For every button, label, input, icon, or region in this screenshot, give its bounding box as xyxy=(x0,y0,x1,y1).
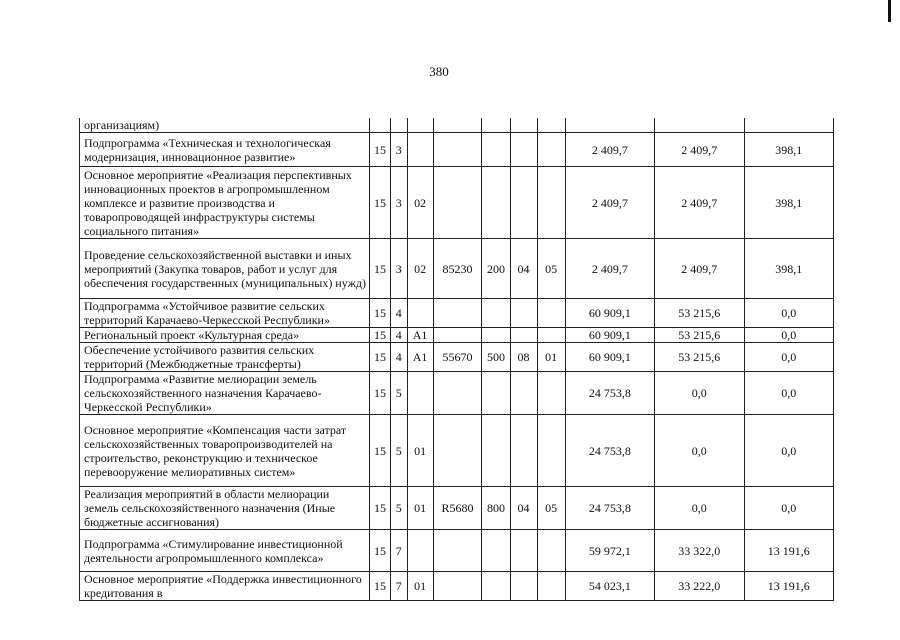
direction-code-cell xyxy=(433,530,482,572)
section-cell xyxy=(510,133,537,167)
section-cell xyxy=(510,572,537,601)
program-code-cell: 15 xyxy=(370,487,391,530)
subsection-cell xyxy=(537,415,565,487)
subsection-cell xyxy=(537,328,565,343)
subprogram-code-cell: 4 xyxy=(390,343,407,372)
amount-year1-cell: 60 909,1 xyxy=(565,328,654,343)
event-code-cell xyxy=(407,299,433,328)
amount-year2-cell: 0,0 xyxy=(655,487,744,530)
event-code-cell: 02 xyxy=(407,239,433,299)
amount-year2-cell: 2 409,7 xyxy=(655,239,744,299)
event-code-cell: 01 xyxy=(407,572,433,601)
amount-year3-cell: 0,0 xyxy=(744,372,833,415)
expense-type-cell xyxy=(482,372,510,415)
program-code-cell: 15 xyxy=(370,530,391,572)
expense-type-cell xyxy=(482,118,510,133)
event-code-cell xyxy=(407,530,433,572)
amount-year2-cell: 53 215,6 xyxy=(655,343,744,372)
subsection-cell xyxy=(537,133,565,167)
subprogram-code-cell: 3 xyxy=(390,167,407,239)
row-name-cell: Подпрограмма «Техническая и технологическая модернизация, инновационное развитие» xyxy=(80,133,370,167)
event-code-cell: A1 xyxy=(407,343,433,372)
page-edge-mark xyxy=(888,0,891,22)
program-code-cell: 15 xyxy=(370,372,391,415)
row-name-cell: Проведение сельскохозяйственной выставки и иных мероприятий (Закупка товаров, работ и услуг для обеспечения государственных (муниципальных) нужд) xyxy=(80,239,370,299)
subprogram-code-cell xyxy=(390,118,407,133)
table-row xyxy=(80,328,834,343)
amount-year2-cell: 2 409,7 xyxy=(655,133,744,167)
amount-year2-cell: 0,0 xyxy=(655,415,744,487)
amount-year1-cell: 60 909,1 xyxy=(565,343,654,372)
expense-type-cell xyxy=(482,299,510,328)
direction-code-cell xyxy=(433,328,482,343)
table-row xyxy=(80,487,834,530)
subsection-cell xyxy=(537,372,565,415)
subsection-cell xyxy=(537,299,565,328)
section-cell: 04 xyxy=(510,239,537,299)
event-code-cell: A1 xyxy=(407,328,433,343)
expense-type-cell xyxy=(482,530,510,572)
table-row xyxy=(80,415,834,487)
amount-year3-cell: 0,0 xyxy=(744,415,833,487)
expense-type-cell xyxy=(482,133,510,167)
amount-year2-cell: 33 322,0 xyxy=(655,530,744,572)
subprogram-code-cell: 7 xyxy=(390,530,407,572)
event-code-cell: 01 xyxy=(407,487,433,530)
row-name-cell: Региональный проект «Культурная среда» xyxy=(80,328,370,343)
direction-code-cell: 55670 xyxy=(433,343,482,372)
amount-year1-cell: 60 909,1 xyxy=(565,299,654,328)
row-name-cell: Основное мероприятие «Компенсация части затрат сельскохозяйственных товаропроизводителей на строительство, реконструкцию и техническое перевооружение мелиоративных систем» xyxy=(80,415,370,487)
table-row xyxy=(80,530,834,572)
table-row xyxy=(80,572,834,601)
event-code-cell xyxy=(407,133,433,167)
event-code-cell: 01 xyxy=(407,415,433,487)
amount-year3-cell: 0,0 xyxy=(744,328,833,343)
amount-year1-cell: 2 409,7 xyxy=(565,167,654,239)
section-cell xyxy=(510,118,537,133)
table-row xyxy=(80,239,834,299)
direction-code-cell xyxy=(433,167,482,239)
row-name-cell: Подпрограмма «Развитие мелиорации земель сельскохозяйственного назначения Карачаево-Черкесской Республики» xyxy=(80,372,370,415)
section-cell xyxy=(510,530,537,572)
budget-table xyxy=(79,118,834,601)
amount-year3-cell: 0,0 xyxy=(744,487,833,530)
direction-code-cell: 85230 xyxy=(433,239,482,299)
amount-year2-cell: 33 222,0 xyxy=(655,572,744,601)
amount-year1-cell: 24 753,8 xyxy=(565,415,654,487)
subprogram-code-cell: 3 xyxy=(390,133,407,167)
subsection-cell xyxy=(537,167,565,239)
row-name-cell: Основное мероприятие «Реализация перспективных инновационных проектов в агропромышленном комплексе и развитие производства и товаропроводящей инфраструктуры системы социального питания» xyxy=(80,167,370,239)
program-code-cell: 15 xyxy=(370,239,391,299)
section-cell xyxy=(510,328,537,343)
amount-year3-cell: 398,1 xyxy=(744,167,833,239)
amount-year1-cell: 59 972,1 xyxy=(565,530,654,572)
subprogram-code-cell: 4 xyxy=(390,328,407,343)
event-code-cell xyxy=(407,118,433,133)
expense-type-cell: 500 xyxy=(482,343,510,372)
amount-year1-cell xyxy=(565,118,654,133)
amount-year3-cell xyxy=(744,118,833,133)
amount-year1-cell: 24 753,8 xyxy=(565,372,654,415)
subprogram-code-cell: 7 xyxy=(390,572,407,601)
table-row xyxy=(80,343,834,372)
section-cell xyxy=(510,415,537,487)
direction-code-cell xyxy=(433,133,482,167)
amount-year3-cell: 398,1 xyxy=(744,239,833,299)
expense-type-cell xyxy=(482,167,510,239)
program-code-cell: 15 xyxy=(370,133,391,167)
direction-code-cell xyxy=(433,572,482,601)
row-name-cell: Основное мероприятие «Поддержка инвестиционного кредитования в xyxy=(80,572,370,601)
amount-year2-cell xyxy=(655,118,744,133)
amount-year3-cell: 0,0 xyxy=(744,343,833,372)
amount-year2-cell: 53 215,6 xyxy=(655,299,744,328)
subsection-cell xyxy=(537,530,565,572)
expense-type-cell: 800 xyxy=(482,487,510,530)
direction-code-cell xyxy=(433,372,482,415)
amount-year3-cell: 0,0 xyxy=(744,299,833,328)
program-code-cell: 15 xyxy=(370,328,391,343)
program-code-cell: 15 xyxy=(370,415,391,487)
subsection-cell: 05 xyxy=(537,239,565,299)
row-name-cell: Подпрограмма «Устойчивое развитие сельских территорий Карачаево-Черкесской Республики» xyxy=(80,299,370,328)
row-name-cell: организациям) xyxy=(80,118,370,133)
expense-type-cell xyxy=(482,328,510,343)
amount-year3-cell: 13 191,6 xyxy=(744,530,833,572)
amount-year1-cell: 2 409,7 xyxy=(565,239,654,299)
row-name-cell: Обеспечение устойчивого развития сельских территорий (Межбюджетные трансферты) xyxy=(80,343,370,372)
table-body xyxy=(80,118,834,601)
direction-code-cell xyxy=(433,415,482,487)
subprogram-code-cell: 5 xyxy=(390,415,407,487)
amount-year1-cell: 54 023,1 xyxy=(565,572,654,601)
subprogram-code-cell: 5 xyxy=(390,487,407,530)
event-code-cell: 02 xyxy=(407,167,433,239)
table-row xyxy=(80,167,834,239)
section-cell xyxy=(510,167,537,239)
subsection-cell: 05 xyxy=(537,487,565,530)
expense-type-cell: 200 xyxy=(482,239,510,299)
amount-year1-cell: 24 753,8 xyxy=(565,487,654,530)
program-code-cell: 15 xyxy=(370,299,391,328)
table-row xyxy=(80,118,834,133)
amount-year3-cell: 398,1 xyxy=(744,133,833,167)
subsection-cell xyxy=(537,572,565,601)
amount-year2-cell: 53 215,6 xyxy=(655,328,744,343)
table-row xyxy=(80,299,834,328)
section-cell xyxy=(510,372,537,415)
amount-year2-cell: 0,0 xyxy=(655,372,744,415)
subprogram-code-cell: 3 xyxy=(390,239,407,299)
page-number: 380 xyxy=(429,64,449,79)
subsection-cell: 01 xyxy=(537,343,565,372)
program-code-cell: 15 xyxy=(370,572,391,601)
amount-year1-cell: 2 409,7 xyxy=(565,133,654,167)
section-cell: 04 xyxy=(510,487,537,530)
row-name-cell: Реализация мероприятий в области мелиорации земель сельскохозяйственного назначения (Иные бюджетные ассигнования) xyxy=(80,487,370,530)
table-row xyxy=(80,133,834,167)
row-name-cell: Подпрограмма «Стимулирование инвестиционной деятельности агропромышленного комплекса» xyxy=(80,530,370,572)
direction-code-cell xyxy=(433,118,482,133)
section-cell: 08 xyxy=(510,343,537,372)
amount-year2-cell: 2 409,7 xyxy=(655,167,744,239)
program-code-cell: 15 xyxy=(370,167,391,239)
direction-code-cell xyxy=(433,299,482,328)
event-code-cell xyxy=(407,372,433,415)
section-cell xyxy=(510,299,537,328)
program-code-cell xyxy=(370,118,391,133)
subsection-cell xyxy=(537,118,565,133)
expense-type-cell xyxy=(482,572,510,601)
amount-year3-cell: 13 191,6 xyxy=(744,572,833,601)
table-row xyxy=(80,372,834,415)
subprogram-code-cell: 5 xyxy=(390,372,407,415)
expense-type-cell xyxy=(482,415,510,487)
direction-code-cell: R5680 xyxy=(433,487,482,530)
program-code-cell: 15 xyxy=(370,343,391,372)
subprogram-code-cell: 4 xyxy=(390,299,407,328)
